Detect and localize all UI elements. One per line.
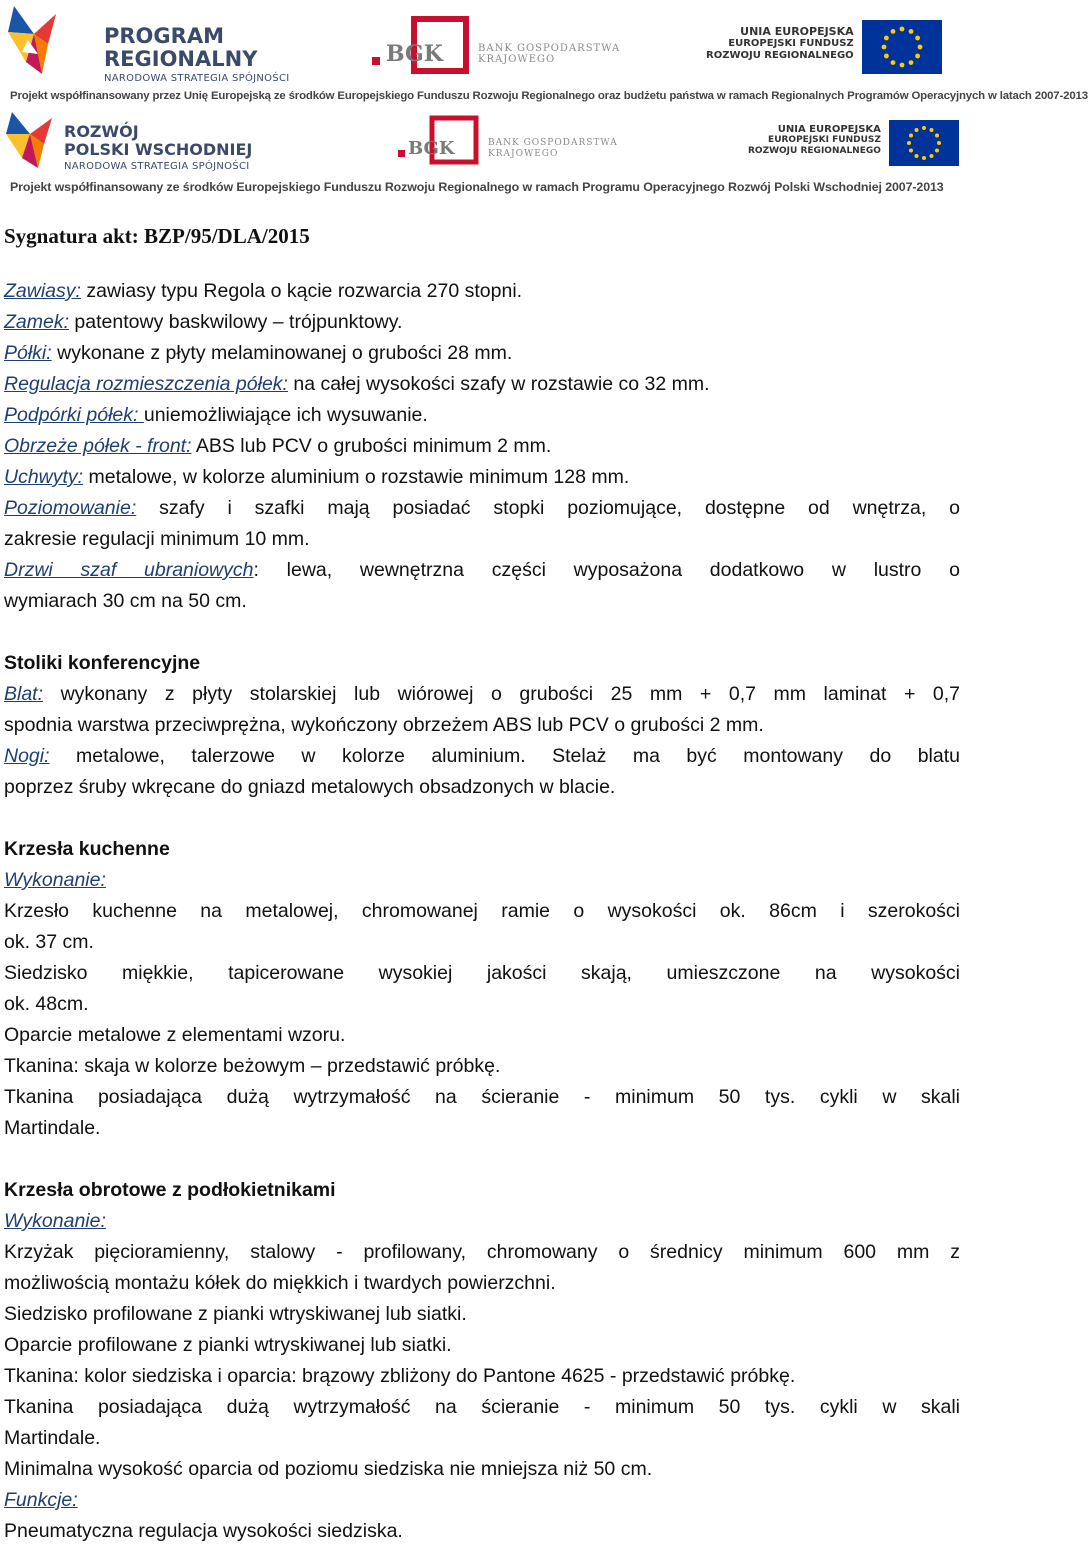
field-text: metalowe, w kolorze aluminium o rozstawie minimum 128 mm. <box>83 466 630 488</box>
bgk-name: BGK <box>386 41 443 67</box>
field-text: na całej wysokości szafy w rozstawie co 32 mm. <box>287 373 710 395</box>
field-text: możliwością montażu kółek do miękkich i twardych powierzchni. <box>4 1272 556 1294</box>
text-line <box>4 1454 960 1485</box>
eu-logo-2 <box>748 120 959 166</box>
program-regionalny-star-icon <box>4 4 58 84</box>
text-line <box>4 400 960 431</box>
field-text: wymiarach 30 cm na 50 cm. <box>4 590 247 612</box>
field-label: Nogi: <box>4 745 50 767</box>
eu-flag-icon <box>862 20 942 74</box>
eu-1-line3: ROZWOJU REGIONALNEGO <box>706 50 854 61</box>
program-regionalny-sub: NARODOWA STRATEGIA SPÓJNOŚCI <box>104 73 290 84</box>
section-heading <box>4 648 960 679</box>
field-text: szafy i szafki mają posiadać stopki poziomujące, dostępne od wnętrza, o <box>136 497 960 519</box>
bgk-logo-2 <box>398 116 618 164</box>
section-heading-text: Krzesła obrotowe z podłokietnikami <box>4 1179 336 1201</box>
text-line <box>4 989 960 1020</box>
field-label: Półki: <box>4 342 52 364</box>
text-line <box>4 1206 960 1237</box>
field-text: Tkanina posiadająca dużą wytrzymałość na ścieranie - minimum 50 tys. cykli w skali <box>4 1396 960 1418</box>
field-text: Tkanina: kolor siedziska i oparcia: brązowy zbliżony do Pantone 4625 - przedstawić próbkę. <box>4 1365 796 1387</box>
program-regionalny-line1: PROGRAM <box>104 24 224 48</box>
text-line <box>4 555 960 586</box>
eu-2-line2: EUROPEJSKI FUNDUSZ <box>768 135 881 145</box>
text-line <box>4 276 960 307</box>
section-heading-text: Stoliki konferencyjne <box>4 652 201 674</box>
text-line <box>4 524 960 555</box>
bgk-sub-2: KRAJOWEGO <box>478 54 556 65</box>
text-line <box>4 462 960 493</box>
eu-1-line1: UNIA EUROPEJSKA <box>740 25 854 38</box>
field-text: : lewa, wewnętrzna części wyposażona dodatkowo w lustro o <box>253 559 960 581</box>
field-text: uniemożliwiające ich wysuwanie. <box>143 404 428 426</box>
text-line <box>4 369 960 400</box>
field-text: patentowy baskwilowy – trójpunktowy. <box>69 311 403 333</box>
field-text: ok. 37 cm. <box>4 931 94 953</box>
field-label: Poziomowanie: <box>4 497 137 519</box>
field-text: spodnia warstwa przeciwprężna, wykończony obrzeżem ABS lub PCV o grubości 2 mm. <box>4 714 764 736</box>
field-text: ok. 48cm. <box>4 993 89 1015</box>
rozwoj-star-icon <box>4 110 54 176</box>
field-text: Martindale. <box>4 1427 101 1449</box>
bgk-2-sub-2: KRAJOWEGO <box>488 149 559 159</box>
bgk-2-sub-1: BANK GOSPODARSTWA <box>488 138 618 148</box>
field-text: Siedzisko profilowane z pianki wtryskiwanej lub siatki. <box>4 1303 467 1325</box>
text-line <box>4 1237 960 1268</box>
field-label: Podpórki półek: <box>4 404 144 426</box>
field-text: Krzesło kuchenne na metalowej, chromowanej ramie o wysokości ok. 86cm i szerokości <box>4 900 960 922</box>
field-label: Zamek: <box>4 311 70 333</box>
field-text: Martindale. <box>4 1117 101 1139</box>
field-text: zakresie regulacji minimum 10 mm. <box>4 528 310 550</box>
text-line <box>4 1113 960 1144</box>
field-label: Drzwi szaf ubraniowych <box>4 559 254 581</box>
text-line <box>4 1516 960 1547</box>
text-line <box>4 1423 960 1454</box>
field-text: Siedzisko miękkie, tapicerowane wysokiej jakości skają, umieszczone na wysokości <box>4 962 960 984</box>
eu-flag-icon-2 <box>889 120 959 166</box>
text-line <box>4 586 960 617</box>
field-label: Obrzeże półek - front: <box>4 435 192 457</box>
program-regionalny-logo <box>4 4 290 84</box>
text-line <box>4 679 960 710</box>
field-label: Blat: <box>4 683 44 705</box>
text-line <box>4 493 960 524</box>
field-text: wykonany z płyty stolarskiej lub wiórowej o grubości 25 mm + 0,7 mm laminat + 0,7 <box>43 683 960 705</box>
eu-logo-1 <box>706 20 942 74</box>
text-line <box>4 1330 960 1361</box>
case-signature: Sygnatura akt: BZP/95/DLA/2015 <box>4 224 310 248</box>
field-text: Krzyżak pięcioramienny, stalowy - profilowany, chromowany o średnicy minimum 600 mm z <box>4 1241 960 1263</box>
text-line <box>4 865 960 896</box>
text-line <box>4 1299 960 1330</box>
text-line <box>4 1485 960 1516</box>
rozwoj-polski-wschodniej-logo <box>4 110 252 176</box>
eu-2-line3: ROZWOJU REGIONALNEGO <box>748 146 881 156</box>
field-text: poprzez śruby wkręcane do gniazd metalowych obsadzonych w blacie. <box>4 776 616 798</box>
field-label: Wykonanie: <box>4 869 106 891</box>
program-regionalny-line2: REGIONALNY <box>104 47 258 71</box>
text-line <box>4 772 960 803</box>
field-label: Uchwyty: <box>4 466 84 488</box>
cofinancing-strip-1: Projekt współfinansowany przez Unię Europejską ze środków Europejskiego Funduszu Rozwoju Regionalnego oraz budżetu państwa w ramach Regionalnych Programów Operacyjnych w latach 2007-2013 <box>10 90 1088 102</box>
field-label: Zawiasy: <box>4 280 81 302</box>
text-line <box>4 1051 960 1082</box>
field-text: Minimalna wysokość oparcia od poziomu siedziska nie mniejsza niż 50 cm. <box>4 1458 653 1480</box>
text-line <box>4 710 960 741</box>
header-logos-row-2 <box>0 108 960 198</box>
text-line <box>4 1268 960 1299</box>
text-line <box>4 431 960 462</box>
field-text: ABS lub PCV o grubości minimum 2 mm. <box>191 435 552 457</box>
text-line <box>4 307 960 338</box>
field-text: metalowe, talerzowe w kolorze aluminium. Stelaż ma być montowany do blatu <box>49 745 960 767</box>
eu-2-line1: UNIA EUROPEJSKA <box>777 124 881 135</box>
text-line <box>4 927 960 958</box>
field-text: Oparcie metalowe z elementami wzoru. <box>4 1024 346 1046</box>
text-line <box>4 1361 960 1392</box>
rozwoj-line2: POLSKI WSCHODNIEJ <box>64 140 253 159</box>
section-heading <box>4 1175 960 1206</box>
text-line <box>4 1082 960 1113</box>
field-text: zawiasy typu Regola o kącie rozwarcia 270 stopni. <box>80 280 523 302</box>
field-text: wykonane z płyty melaminowanej o grubości 28 mm. <box>51 342 513 364</box>
text-line <box>4 958 960 989</box>
section-heading-text: Krzesła kuchenne <box>4 838 170 860</box>
field-label: Wykonanie: <box>4 1210 106 1232</box>
field-label: Funkcje: <box>4 1489 78 1511</box>
text-line <box>4 338 960 369</box>
bgk-logo <box>372 17 620 73</box>
text-line <box>4 741 960 772</box>
text-line <box>4 1020 960 1051</box>
header-logos-row-1 <box>0 0 1088 108</box>
bgk-sub-1: BANK GOSPODARSTWA <box>478 43 621 54</box>
section-heading <box>4 834 960 865</box>
text-line <box>4 1392 960 1423</box>
rozwoj-sub: NARODOWA STRATEGIA SPÓJNOŚCI <box>64 161 250 172</box>
text-line <box>4 896 960 927</box>
eu-1-line2: EUROPEJSKI FUNDUSZ <box>728 38 854 49</box>
rozwoj-line1: ROZWÓJ <box>64 122 139 141</box>
field-text: Pneumatyczna regulacja wysokości siedziska. <box>4 1520 403 1542</box>
field-text: Tkanina posiadająca dużą wytrzymałość na ścieranie - minimum 50 tys. cykli w skali <box>4 1086 960 1108</box>
field-label: Regulacja rozmieszczenia półek: <box>4 373 288 395</box>
bgk-name-2: BGK <box>408 138 455 159</box>
field-text: Oparcie profilowane z pianki wtryskiwanej lub siatki. <box>4 1334 452 1356</box>
field-text: Tkanina: skaja w kolorze beżowym – przedstawić próbkę. <box>4 1055 501 1077</box>
cofinancing-strip-2: Projekt współfinansowany ze środków Europejskiego Funduszu Rozwoju Regionalnego w ramach Programu Operacyjnego Rozwój Polski Wschodniej 2007-2013 <box>10 180 944 194</box>
